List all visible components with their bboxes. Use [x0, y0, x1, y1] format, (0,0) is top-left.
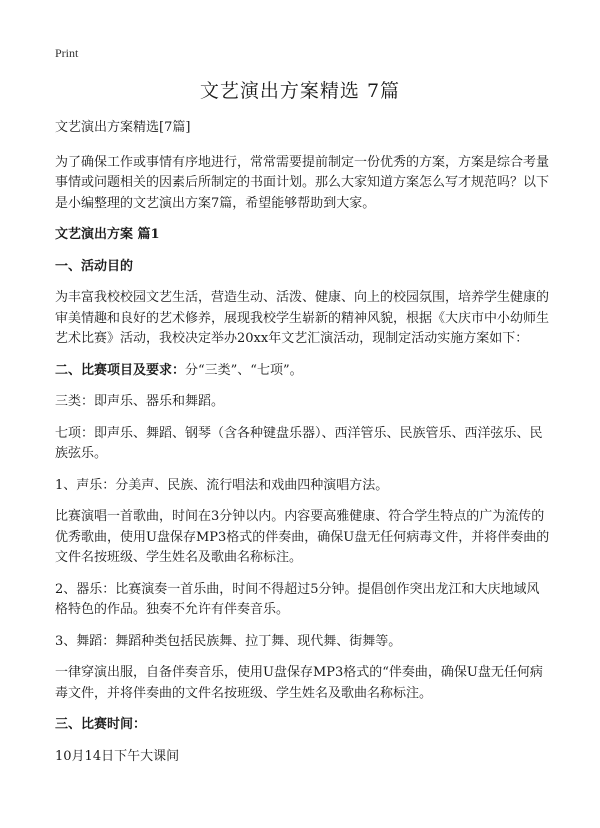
instrumental-item: 2、器乐：比赛演奏一首乐曲，时间不得超过5分钟。提倡创作突出龙江和大庆地域风格特色的作品。独奏不允许有伴奏音乐。: [55, 581, 540, 617]
heading-items-tail: 分“三类”、“七项”。: [185, 362, 303, 378]
items-heading-line: [55, 361, 550, 382]
purpose-paragraph: 为丰富我校校园文艺生活，营造生动、活泼、健康、向上的校园氛围，培养学生健康的审美情趣和良好的艺术修养，展现我校学生崭新的精神风貌，根据《大庆市中小幼师生艺术比赛》活动，我校决定举办20xx年文艺汇演活动，现制定活动实施方案如下：: [55, 290, 550, 346]
heading-items: 二、比赛项目及要求：: [55, 362, 186, 378]
three-categories: 三类：即声乐、器乐和舞蹈。: [55, 394, 225, 409]
heading-purpose: 一、活动目的: [55, 258, 134, 274]
document-subtitle: 文艺演出方案精选[7篇]: [55, 120, 191, 135]
print-link[interactable]: Print: [55, 46, 79, 60]
dance-detail: 一律穿演出服，自备伴奏音乐，使用U盘保存MP3格式的“伴奏曲，确保U盘无任何病毒文件，并将伴奏曲的文件名按班级、学生姓名及歌曲名称标注。: [55, 665, 543, 701]
heading-time: 三、比赛时间：: [55, 717, 147, 732]
document-body: [55, 118, 550, 778]
dance-item: 3、舞蹈：舞蹈种类包括民族舞、拉丁舞、现代舞、街舞等。: [55, 633, 402, 649]
section-title: 文艺演出方案 篇1: [55, 227, 160, 242]
seven-items: 七项：即声乐、舞蹈、钢琴（含各种键盘乐器）、西洋管乐、民族管乐、西洋弦乐、民族弦乐。: [55, 425, 543, 461]
vocal-detail: 比赛演唱一首歌曲，时间在3分钟以内。内容要高雅健康、符合学生特点的广为流传的优秀歌曲，使用U盘保存MP3格式的伴奏曲，确保U盘无任何病毒文件，并将伴奏曲的文件名按班级、学生姓名及歌曲名称标注。: [55, 509, 550, 565]
intro-paragraph: 为了确保工作或事情有序地进行，常常需要提前制定一份优秀的方案，方案是综合考量事情或问题相关的因素后所制定的书面计划。那么大家知道方案怎么写才规范吗？以下是小编整理的文艺演出方案7篇，希望能够帮助到大家。: [55, 154, 550, 211]
time-text: 10月14日下午大课间: [55, 748, 180, 764]
vocal-item: 1、声乐：分美声、民族、流行唱法和戏曲四种演唱方法。: [55, 477, 389, 493]
document-title: 文艺演出方案精选 7篇: [199, 80, 401, 102]
